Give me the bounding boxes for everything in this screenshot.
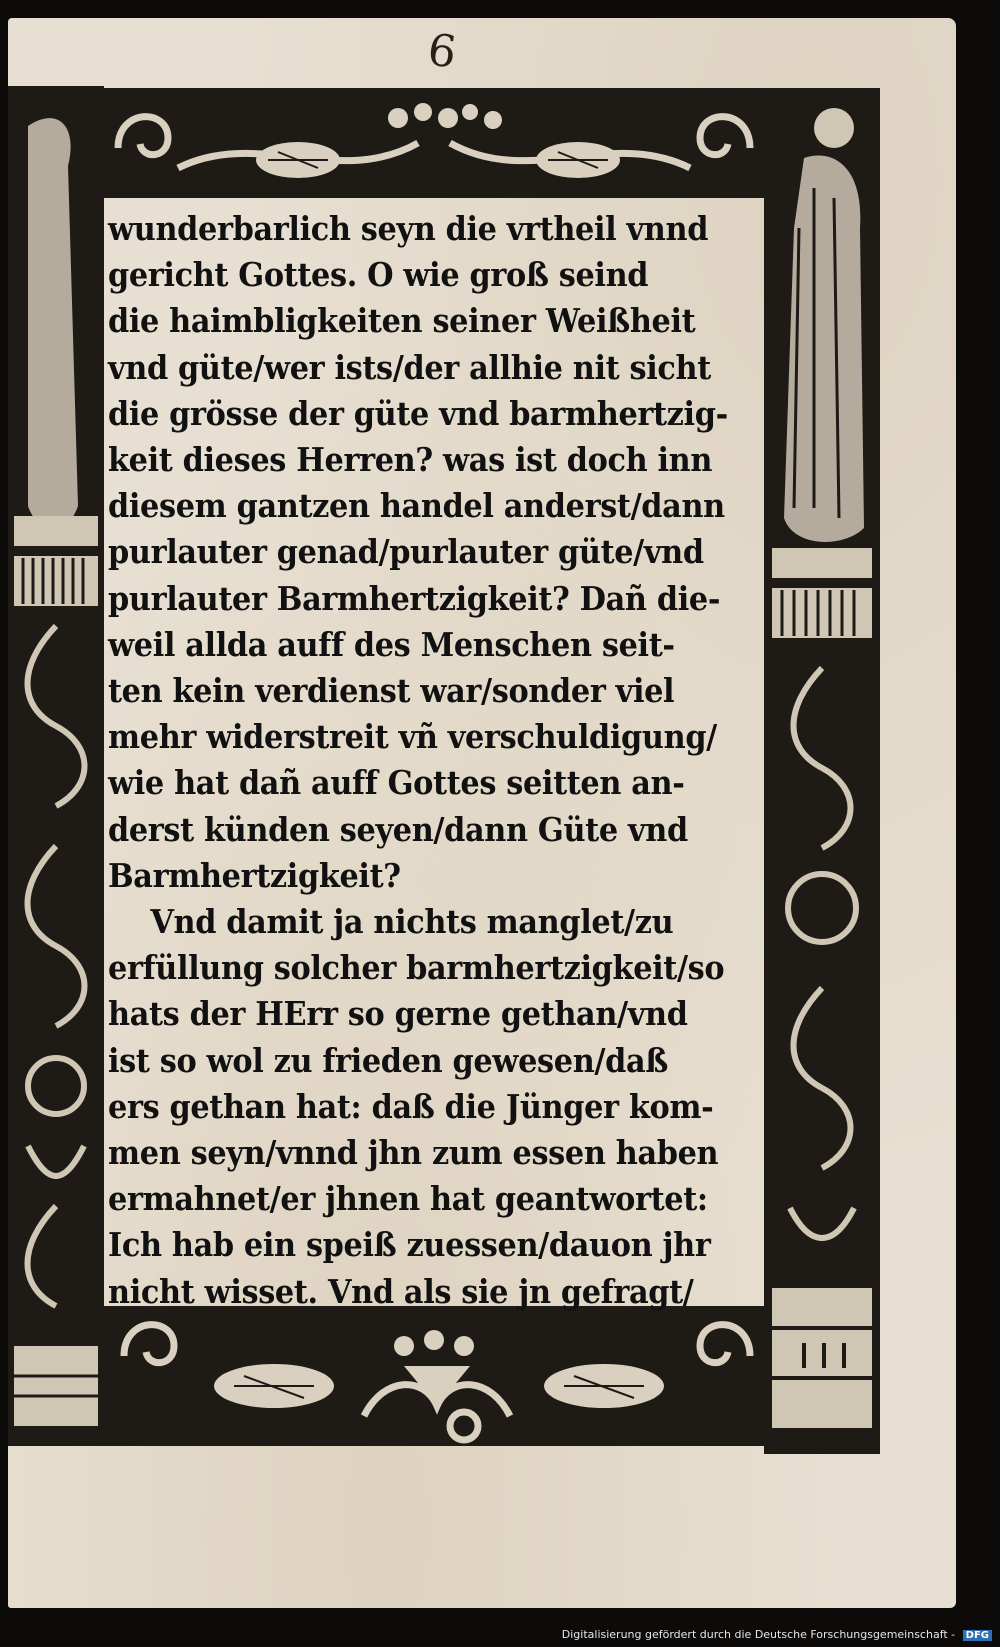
text-line-9: purlauter Barmhertzigkeit? Dañ die- [108,578,721,618]
text-line-13: wie hat dañ auff Gottes seitten an- [108,763,685,803]
text-line-23: Ich hab ein speiß zuessen/dauon jhr [108,1225,711,1265]
text-line-6: keit dieses Herren? was ist doch inn [108,440,713,480]
text-line-14: derst künden seyen/dann Güte vnd [108,809,688,849]
woodcut-border-bottom [104,1306,770,1446]
credit-text: Digitalisierung gefördert durch die Deutsche Forschungsgemeinschaft - [561,1628,956,1641]
text-line-11: ten kein verdienst war/sonder viel [108,671,675,711]
page-number: 6 [424,24,460,79]
book-page [8,18,956,1608]
woodcut-border-left [8,86,104,1446]
text-line-5: die grösse der güte vnd barmhertzig- [108,393,728,433]
text-line-15: Barmhertzigkeit? [108,855,401,895]
digitization-credit [562,1628,992,1641]
text-line-7: diesem gantzen handel anderst/dann [108,486,725,526]
text-line-4: vnd güte/wer ists/der allhie nit sicht [108,347,711,387]
dfg-logo: DFG [963,1630,992,1641]
text-line-19: ist so wol zu frieden gewesen/daß [108,1040,668,1080]
text-line-20: ers gethan hat: daß die Jünger kom- [108,1086,714,1126]
text-line-1: wunderbarlich seyn die vrtheil vnnd [108,209,709,248]
text-line-3: die haimbligkeiten seiner Weißheit [108,301,696,341]
text-line-8: purlauter genad/purlauter güte/vnd [108,532,704,572]
text-line-22: ermahnet/er jhnen hat geantwortet: [108,1179,708,1219]
woodcut-border-top [98,88,770,198]
text-line-21: men seyn/vnnd jhn zum essen haben [108,1133,719,1173]
printed-text-block [108,206,762,1311]
text-line-2: gericht Gottes. O wie groß seind [108,255,649,295]
text-line-17: erfüllung solcher barmhertzigkeit/so [108,948,725,988]
woodcut-border-right [764,88,880,1454]
text-line-24: nicht wisset. Vnd als sie jn gefragt/ [108,1271,694,1311]
text-line-10: weil allda auff des Menschen seit- [108,624,675,664]
text-line-18: hats der HErr so gerne gethan/vnd [108,994,688,1034]
text-line-16: Vnd damit ja nichts manglet/zu [150,902,674,942]
text-line-12: mehr widerstreit vñ verschuldigung/ [108,717,717,757]
